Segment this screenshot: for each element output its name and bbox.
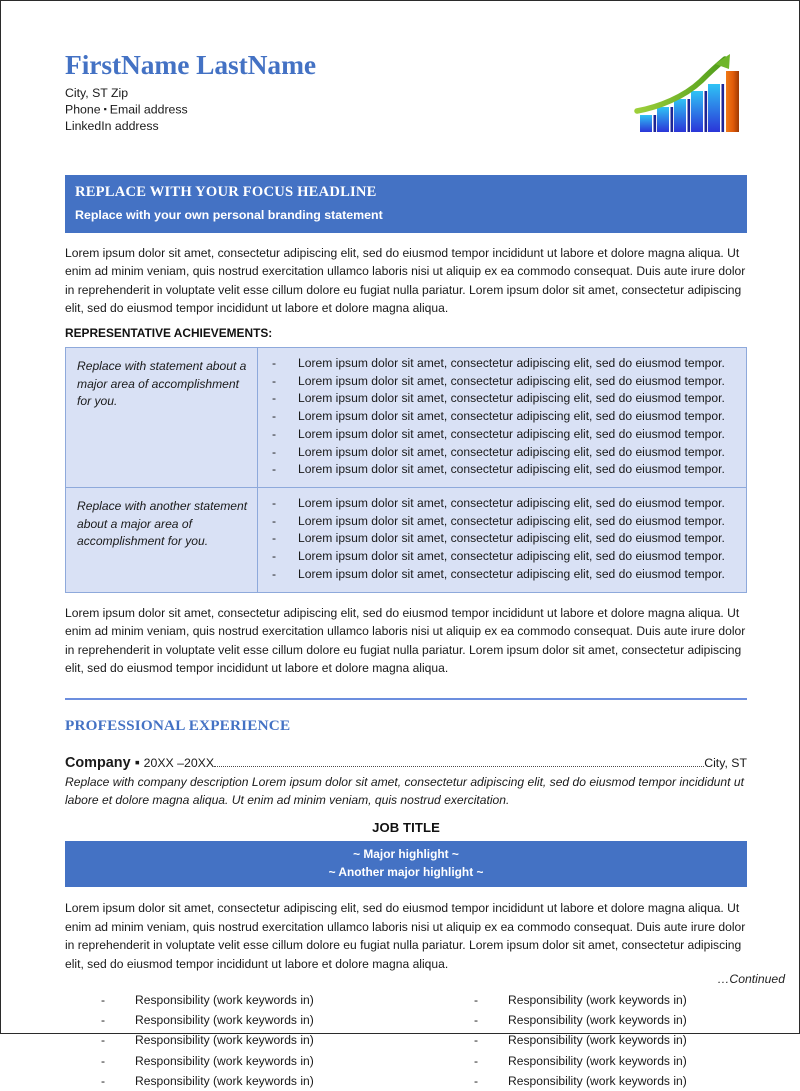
dash-bullet-icon: - bbox=[272, 531, 277, 546]
achievement-bullet-text: Lorem ipsum dolor sit amet, consectetur adipiscing elit, sed do eiusmod tempor. bbox=[298, 531, 725, 546]
achievement-bullet-text: Lorem ipsum dolor sit amet, consectetur adipiscing elit, sed do eiusmod tempor. bbox=[298, 409, 725, 424]
list-item bbox=[474, 1030, 747, 1050]
company-name: Company ▪ bbox=[65, 754, 140, 771]
achievement-statement-cell: Replace with statement about a major area of accomplishment for you. bbox=[66, 348, 258, 488]
dash-bullet-icon: - bbox=[272, 356, 277, 371]
achievement-bullet-text: Lorem ipsum dolor sit amet, consectetur adipiscing elit, sed do eiusmod tempor. bbox=[298, 462, 725, 477]
job-highlights-banner bbox=[65, 841, 747, 887]
dash-bullet-icon: - bbox=[474, 1073, 479, 1088]
achievement-bullets-cell bbox=[258, 487, 747, 592]
dash-bullet-icon: - bbox=[272, 513, 277, 528]
dash-bullet-icon: - bbox=[474, 992, 479, 1007]
responsibilities-section bbox=[65, 990, 747, 1091]
achievement-bullet-text: Lorem ipsum dolor sit amet, consectetur adipiscing elit, sed do eiusmod tempor. bbox=[298, 391, 725, 406]
list-item bbox=[266, 426, 740, 444]
table-row bbox=[66, 487, 747, 592]
list-item bbox=[101, 1071, 424, 1091]
list-item bbox=[474, 1010, 747, 1030]
job-title: JOB TITLE bbox=[372, 820, 440, 836]
company-dates: 20XX –20XX bbox=[143, 755, 215, 770]
achievements-table bbox=[65, 347, 747, 592]
dash-bullet-icon: - bbox=[272, 391, 277, 406]
list-item bbox=[266, 461, 740, 479]
achievement-bullets-cell bbox=[258, 348, 747, 488]
list-item bbox=[266, 495, 740, 513]
responsibility-text: Responsibility (work keywords in) bbox=[135, 1033, 314, 1048]
dash-bullet-icon: - bbox=[272, 495, 277, 510]
responsibility-text: Responsibility (work keywords in) bbox=[508, 1073, 687, 1088]
personal-branding-statement: Replace with your own personal branding statement bbox=[75, 208, 383, 223]
major-highlight-2: ~ Another major highlight ~ bbox=[328, 864, 484, 879]
list-item bbox=[266, 530, 740, 548]
list-item bbox=[474, 990, 747, 1010]
dash-bullet-icon: - bbox=[272, 462, 277, 477]
company-location: City, ST bbox=[704, 755, 747, 770]
list-item bbox=[101, 990, 424, 1010]
contact-phone-label: Phone bbox=[65, 102, 101, 117]
summary-paragraph: Lorem ipsum dolor sit amet, consectetur adipiscing elit, sed do eiusmod tempor incididunt ut labore et dolore magna aliqua. Ut enim ad minim veniam, quis nostrud exercitation ullamco laboris nisi ut aliquip ex ea commodo consequat. Duis aute irure dolor in reprehenderit in voluptate velit esse cillum dolore eu fugiat nulla pariatur. Lorem ipsum dolor sit amet, consectetur adipiscing elit, sed do eiusmod tempor incididunt ut labore et dolore magna aliqua. bbox=[65, 245, 746, 316]
dash-bullet-icon: - bbox=[272, 426, 277, 441]
list-item bbox=[101, 1030, 424, 1050]
dash-bullet-icon: - bbox=[101, 1033, 106, 1048]
achievement-bullet-text: Lorem ipsum dolor sit amet, consectetur adipiscing elit, sed do eiusmod tempor. bbox=[298, 444, 725, 459]
page-content bbox=[65, 1, 747, 1088]
job-description-paragraph: Lorem ipsum dolor sit amet, consectetur adipiscing elit, sed do eiusmod tempor incididunt ut labore et dolore magna aliqua. Ut enim ad minim veniam, quis nostrud exercitation ullamco laboris nisi ut aliquip ex ea commodo consequat. Duis aute irure dolor in reprehenderit in voluptate velit esse cillum dolore eu fugiat nulla pariatur. Lorem ipsum dolor sit amet, consectetur adipiscing elit, sed do eiusmod tempor incididunt ut labore et dolore magna aliqua. bbox=[65, 901, 746, 972]
dash-bullet-icon: - bbox=[272, 566, 277, 581]
focus-headline-text: REPLACE WITH YOUR FOCUS HEADLINE bbox=[75, 184, 377, 200]
responsibility-text: Responsibility (work keywords in) bbox=[135, 1073, 314, 1088]
resume-header bbox=[65, 1, 747, 156]
responsibility-text: Responsibility (work keywords in) bbox=[135, 1012, 314, 1027]
list-item bbox=[266, 513, 740, 531]
dash-bullet-icon: - bbox=[272, 373, 277, 388]
dash-bullet-icon: - bbox=[474, 1033, 479, 1048]
section-divider bbox=[65, 698, 747, 700]
professional-experience-heading: PROFESSIONAL EXPERIENCE bbox=[65, 716, 291, 734]
secondary-summary-paragraph: Lorem ipsum dolor sit amet, consectetur adipiscing elit, sed do eiusmod tempor incididunt ut labore et dolore magna aliqua. Ut enim ad minim veniam, quis nostrud exercitation ullamco laboris nisi ut aliquip ex ea commodo consequat. Duis aute irure dolor in reprehenderit in voluptate velit esse cillum dolore eu fugiat nulla pariatur. Lorem ipsum dolor sit amet, consectetur adipiscing elit, sed do eiusmod tempor incididunt ut labore et dolore magna aliqua. bbox=[65, 605, 746, 676]
dash-bullet-icon: - bbox=[474, 1053, 479, 1068]
achievement-bullet-text: Lorem ipsum dolor sit amet, consectetur adipiscing elit, sed do eiusmod tempor. bbox=[298, 566, 725, 581]
company-header-row bbox=[65, 755, 747, 771]
focus-headline-banner bbox=[65, 175, 747, 233]
achievement-statement-cell: Replace with another statement about a major area of accomplishment for you. bbox=[66, 487, 258, 592]
table-row bbox=[66, 348, 747, 488]
responsibility-text: Responsibility (work keywords in) bbox=[135, 1053, 314, 1068]
dotted-leader bbox=[214, 756, 704, 767]
achievement-bullet-text: Lorem ipsum dolor sit amet, consectetur adipiscing elit, sed do eiusmod tempor. bbox=[298, 373, 725, 388]
company-description: Replace with company description Lorem ipsum dolor sit amet, consectetur adipiscing elit, sed do eiusmod tempor incididunt ut labore et dolore magna aliqua. Ut enim ad minim veniam, quis nostrud exercitation. bbox=[65, 774, 744, 807]
list-item bbox=[266, 408, 740, 426]
list-item bbox=[474, 1051, 747, 1071]
achievement-bullet-text: Lorem ipsum dolor sit amet, consectetur adipiscing elit, sed do eiusmod tempor. bbox=[298, 549, 725, 564]
dash-bullet-icon: - bbox=[101, 992, 106, 1007]
contact-linkedin: LinkedIn address bbox=[65, 118, 159, 133]
responsibility-text: Responsibility (work keywords in) bbox=[508, 1033, 687, 1048]
square-bullet-icon: ▪ bbox=[103, 104, 107, 115]
responsibility-text: Responsibility (work keywords in) bbox=[508, 1053, 687, 1068]
continued-footer: …Continued bbox=[717, 972, 785, 986]
list-item bbox=[266, 355, 740, 373]
list-item bbox=[266, 390, 740, 408]
dash-bullet-icon: - bbox=[474, 1012, 479, 1027]
representative-achievements-label: REPRESENTATIVE ACHIEVEMENTS: bbox=[65, 326, 273, 341]
responsibility-text: Responsibility (work keywords in) bbox=[135, 992, 314, 1007]
list-item bbox=[266, 566, 740, 584]
achievement-bullet-text: Lorem ipsum dolor sit amet, consectetur adipiscing elit, sed do eiusmod tempor. bbox=[298, 426, 725, 441]
dash-bullet-icon: - bbox=[101, 1012, 106, 1027]
dash-bullet-icon: - bbox=[101, 1073, 106, 1088]
list-item bbox=[266, 548, 740, 566]
contact-city: City, ST Zip bbox=[65, 85, 129, 100]
list-item bbox=[266, 373, 740, 391]
responsibilities-column-left bbox=[101, 990, 424, 1091]
list-item bbox=[474, 1071, 747, 1091]
responsibility-text: Responsibility (work keywords in) bbox=[508, 1012, 687, 1027]
achievement-bullet-text: Lorem ipsum dolor sit amet, consectetur adipiscing elit, sed do eiusmod tempor. bbox=[298, 495, 725, 510]
page-title: FirstName LastName bbox=[65, 49, 316, 80]
major-highlight-1: ~ Major highlight ~ bbox=[353, 847, 459, 862]
growth-chart-icon bbox=[629, 49, 747, 141]
achievement-bullet-text: Lorem ipsum dolor sit amet, consectetur adipiscing elit, sed do eiusmod tempor. bbox=[298, 356, 725, 371]
list-item bbox=[101, 1051, 424, 1071]
contact-email-label: Email address bbox=[109, 102, 188, 117]
responsibilities-column-right bbox=[424, 990, 747, 1091]
dash-bullet-icon: - bbox=[272, 549, 277, 564]
achievement-bullet-text: Lorem ipsum dolor sit amet, consectetur adipiscing elit, sed do eiusmod tempor. bbox=[298, 513, 725, 528]
responsibility-text: Responsibility (work keywords in) bbox=[508, 992, 687, 1007]
list-item bbox=[266, 444, 740, 462]
dash-bullet-icon: - bbox=[272, 444, 277, 459]
list-item bbox=[101, 1010, 424, 1030]
dash-bullet-icon: - bbox=[272, 409, 277, 424]
dash-bullet-icon: - bbox=[101, 1053, 106, 1068]
